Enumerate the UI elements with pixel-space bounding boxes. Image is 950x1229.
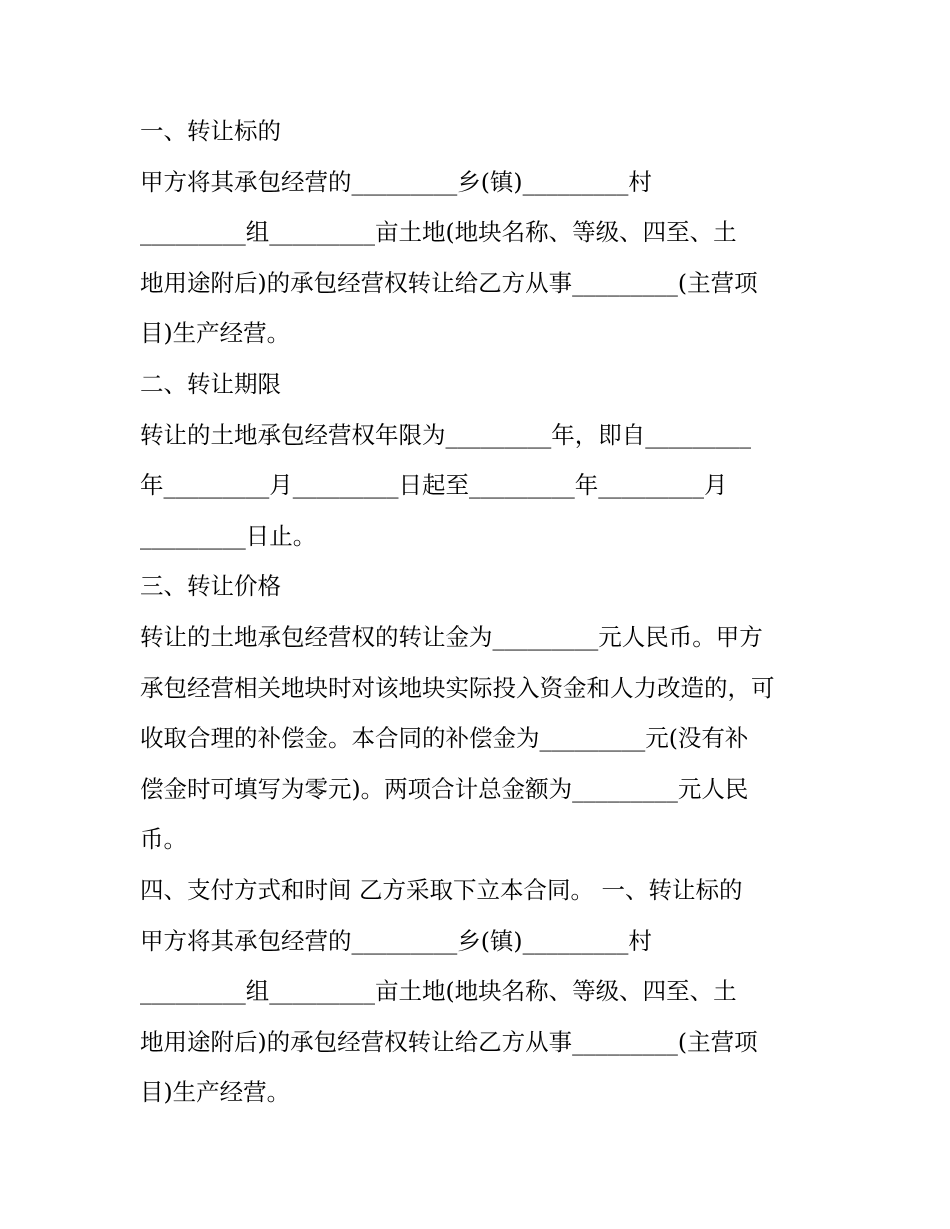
- text-line: 目)生产经营。: [140, 319, 291, 348]
- text-line: 年_________月_________日起至_________年_________月: [140, 471, 728, 500]
- document-body: [140, 106, 820, 1118]
- text-line: 转让的土地承包经营权年限为_________年，即自_________: [140, 420, 751, 449]
- section-heading-payment: 四、支付方式和时间 乙方采取下立本合同。 一、转让标的: [140, 875, 743, 904]
- text-line: _________日止。: [140, 521, 317, 550]
- text-line: 币。: [140, 825, 187, 854]
- text-line: 地用途附后)的承包经营权转让给乙方从事_________(主营项: [140, 268, 758, 297]
- text-line: _________组_________亩土地(地块名称、等级、四至、土: [140, 218, 737, 247]
- text-line: 转让的土地承包经营权的转让金为_________元人民币。甲方: [140, 622, 763, 651]
- text-line: 甲方将其承包经营的_________乡(镇)_________村: [140, 926, 652, 955]
- section-heading-transfer-subject: 一、转让标的: [140, 117, 281, 145]
- text-line: 承包经营相关地块时对该地块实际投入资金和人力改造的，可: [140, 673, 775, 702]
- section-heading-transfer-price: 三、转让价格: [140, 572, 281, 601]
- text-line: 目)生产经营。: [140, 1078, 291, 1107]
- section-heading-transfer-term: 二、转让期限: [140, 369, 281, 398]
- text-line: 收取合理的补偿金。本合同的补偿金为_________元(没有补: [140, 724, 749, 753]
- text-line: 甲方将其承包经营的_________乡(镇)_________村: [140, 167, 652, 196]
- text-line: 地用途附后)的承包经营权转让给乙方从事_________(主营项: [140, 1027, 758, 1056]
- text-line: 偿金时可填写为零元)。两项合计总金额为_________元人民: [140, 774, 749, 803]
- text-line: _________组_________亩土地(地块名称、等级、四至、土: [140, 977, 737, 1006]
